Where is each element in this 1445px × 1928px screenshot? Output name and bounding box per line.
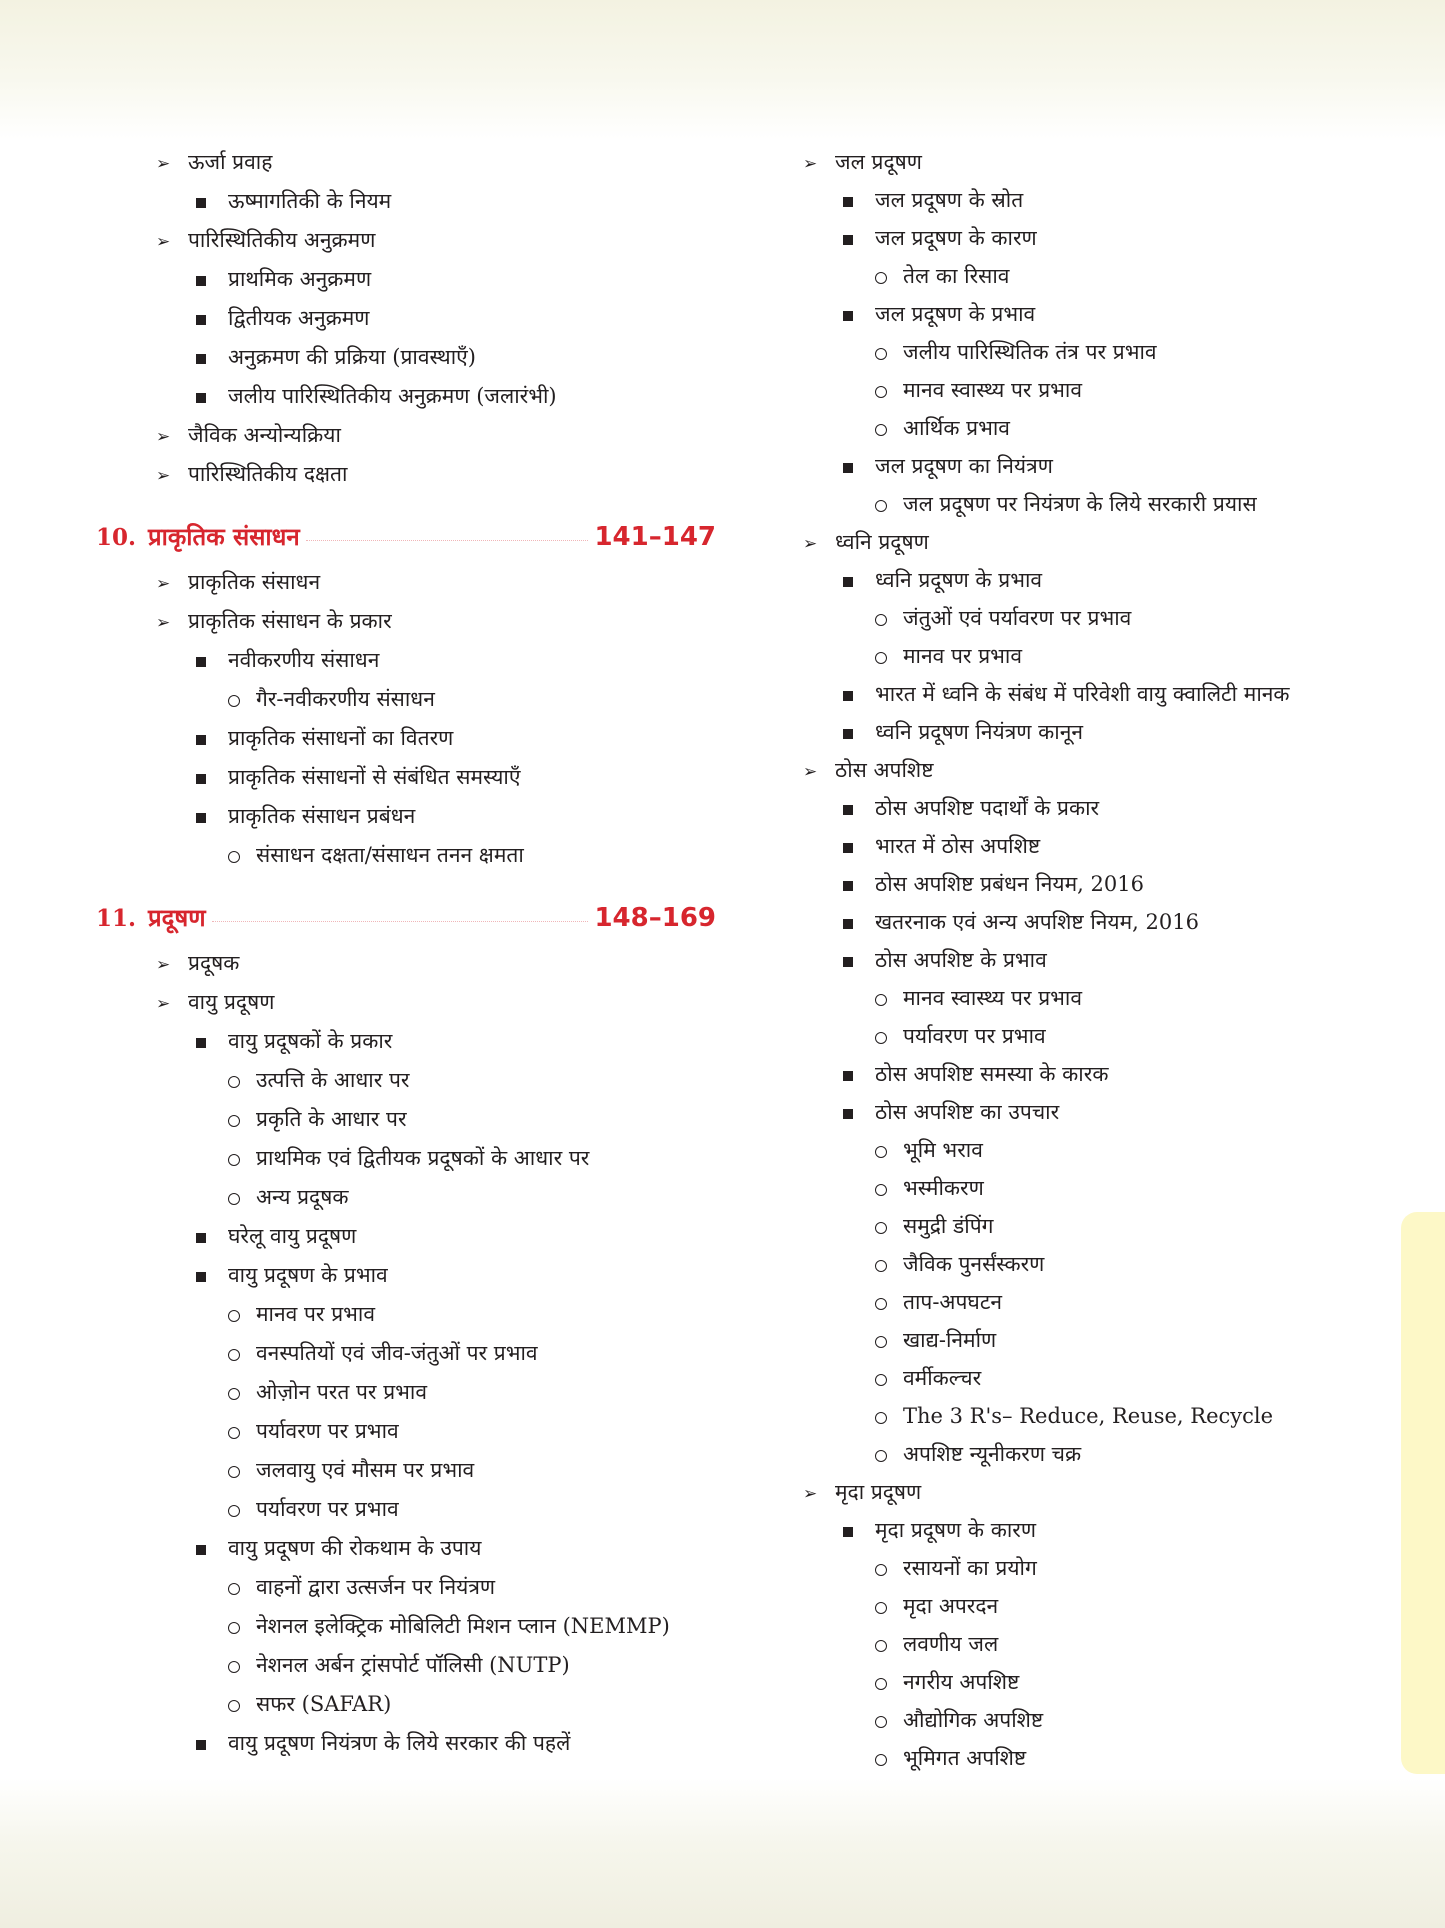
toc-entry-text: मानव पर प्रभाव: [256, 1302, 376, 1326]
right-column: [803, 150, 1383, 1784]
toc-entry-text: प्राकृतिक संसाधन: [188, 570, 321, 594]
circle-bullet-icon: [228, 1583, 240, 1595]
toc-entry[interactable]: [96, 1536, 716, 1575]
circle-bullet-icon: [875, 1602, 887, 1614]
toc-entry[interactable]: [803, 1062, 1383, 1100]
toc-entry[interactable]: [803, 302, 1383, 340]
toc-entry[interactable]: [96, 1653, 716, 1692]
toc-entry[interactable]: [803, 910, 1383, 948]
toc-entry-text: वाहनों द्वारा उत्सर्जन पर नियंत्रण: [256, 1575, 496, 1599]
toc-entry[interactable]: [803, 226, 1383, 264]
toc-entry[interactable]: [803, 416, 1383, 454]
toc-entry-text: पर्यावरण पर प्रभाव: [256, 1497, 399, 1521]
circle-bullet-icon: [875, 614, 887, 626]
toc-entry-text: अनुक्रमण की प्रक्रिया (प्रावस्थाएँ): [228, 345, 476, 369]
circle-bullet-icon: [875, 1412, 887, 1424]
toc-entry[interactable]: [96, 150, 716, 189]
toc-entry[interactable]: [96, 1224, 716, 1263]
arrow-bullet-icon: ➢: [156, 231, 171, 252]
square-bullet-icon: [196, 354, 206, 364]
toc-entry-text: औद्योगिक अपशिष्ट: [903, 1708, 1044, 1732]
toc-entry-text: अपशिष्ट न्यूनीकरण चक्र: [903, 1442, 1082, 1466]
toc-entry-text: उत्पत्ति के आधार पर: [256, 1068, 410, 1092]
toc-entry[interactable]: [96, 1029, 716, 1068]
toc-entry[interactable]: [96, 423, 716, 462]
toc-entry[interactable]: [803, 378, 1383, 416]
toc-entry[interactable]: [803, 986, 1383, 1024]
toc-entry-text: गैर-नवीकरणीय संसाधन: [256, 687, 435, 711]
toc-entry[interactable]: [96, 765, 716, 804]
circle-bullet-icon: [875, 1298, 887, 1310]
chapter-number: 10.: [96, 524, 137, 551]
toc-entry-text: द्वितीयक अनुक्रमण: [228, 306, 370, 330]
circle-bullet-icon: [228, 1349, 240, 1361]
toc-entry[interactable]: [803, 758, 1383, 796]
toc-entry-text: ध्वनि प्रदूषण नियंत्रण कानून: [875, 720, 1084, 744]
circle-bullet-icon: [875, 1374, 887, 1386]
toc-entry-text: वायु प्रदूषण की रोकथाम के उपाय: [228, 1536, 482, 1560]
toc-entry-text: सफर (SAFAR): [256, 1692, 392, 1716]
list-group-b: [96, 570, 716, 882]
toc-entry-text: प्राथमिक एवं द्वितीयक प्रदूषकों के आधार पर: [256, 1146, 590, 1170]
circle-bullet-icon: [875, 1564, 887, 1576]
circle-bullet-icon: [228, 1505, 240, 1517]
toc-entry[interactable]: [96, 687, 716, 726]
toc-entry-text: नेशनल अर्बन ट्रांसपोर्ट पॉलिसी (NUTP): [256, 1653, 570, 1677]
toc-entry-text: प्राथमिक अनुक्रमण: [228, 267, 372, 291]
toc-entry[interactable]: [803, 1100, 1383, 1138]
arrow-bullet-icon: ➢: [156, 993, 171, 1014]
toc-entry[interactable]: [96, 1263, 716, 1302]
circle-bullet-icon: [875, 1336, 887, 1348]
toc-entry[interactable]: [96, 1731, 716, 1770]
toc-entry[interactable]: [803, 834, 1383, 872]
toc-entry-text: ठोस अपशिष्ट पदार्थों के प्रकार: [875, 796, 1100, 820]
toc-entry-text: जल प्रदूषण का नियंत्रण: [875, 454, 1053, 478]
toc-entry-text: वर्मीकल्चर: [903, 1366, 982, 1390]
toc-entry[interactable]: [803, 1290, 1383, 1328]
square-bullet-icon: [843, 729, 853, 739]
square-bullet-icon: [843, 577, 853, 587]
square-bullet-icon: [196, 198, 206, 208]
toc-entry-text: जलीय पारिस्थितिक तंत्र पर प्रभाव: [903, 340, 1157, 364]
toc-entry-text: ठोस अपशिष्ट प्रबंधन नियम, 2016: [875, 872, 1144, 896]
chapter-heading-10[interactable]: [96, 520, 716, 558]
toc-entry-text: वायु प्रदूषण के प्रभाव: [228, 1263, 388, 1287]
toc-entry-text: प्राकृतिक संसाधन के प्रकार: [188, 609, 392, 633]
toc-entry-text: जल प्रदूषण: [835, 150, 922, 174]
chapter-title: प्राकृतिक संसाधन: [148, 522, 300, 551]
square-bullet-icon: [843, 463, 853, 473]
toc-entry[interactable]: [96, 1341, 716, 1380]
toc-entry-text: मृदा अपरदन: [903, 1594, 999, 1618]
toc-entry-text: भारत में ठोस अपशिष्ट: [875, 834, 1041, 858]
toc-entry[interactable]: [803, 606, 1383, 644]
toc-entry[interactable]: [96, 189, 716, 228]
toc-entry[interactable]: [803, 492, 1383, 530]
arrow-bullet-icon: ➢: [156, 426, 171, 447]
arrow-bullet-icon: ➢: [803, 761, 818, 782]
toc-entry-text: नवीकरणीय संसाधन: [228, 648, 380, 672]
toc-entry-text: वायु प्रदूषण नियंत्रण के लिये सरकार की पहलें: [228, 1731, 571, 1755]
toc-entry-text: जलीय पारिस्थितिकीय अनुक्रमण (जलारंभी): [228, 384, 557, 408]
toc-entry-text: पर्यावरण पर प्रभाव: [256, 1419, 399, 1443]
circle-bullet-icon: [875, 1032, 887, 1044]
circle-bullet-icon: [228, 1076, 240, 1088]
circle-bullet-icon: [875, 1678, 887, 1690]
arrow-bullet-icon: ➢: [156, 465, 171, 486]
toc-entry-text: ऊर्जा प्रवाह: [188, 150, 273, 174]
toc-entry[interactable]: [803, 644, 1383, 682]
square-bullet-icon: [843, 881, 853, 891]
toc-entry-text: जंतुओं एवं पर्यावरण पर प्रभाव: [903, 606, 1132, 630]
toc-entry[interactable]: [96, 1146, 716, 1185]
toc-entry[interactable]: [803, 872, 1383, 910]
square-bullet-icon: [843, 843, 853, 853]
circle-bullet-icon: [228, 1700, 240, 1712]
toc-entry[interactable]: [803, 796, 1383, 834]
circle-bullet-icon: [228, 1154, 240, 1166]
toc-entry[interactable]: [96, 1380, 716, 1419]
toc-entry[interactable]: [96, 228, 716, 267]
circle-bullet-icon: [228, 1193, 240, 1205]
toc-entry-text: खतरनाक एवं अन्य अपशिष्ट नियम, 2016: [875, 910, 1199, 934]
toc-entry-text: जलवायु एवं मौसम पर प्रभाव: [256, 1458, 475, 1482]
square-bullet-icon: [196, 1272, 206, 1282]
arrow-bullet-icon: ➢: [803, 1483, 818, 1504]
toc-entry-text: जैविक पुनर्संस्करण: [903, 1252, 1045, 1276]
toc-entry[interactable]: [803, 1328, 1383, 1366]
circle-bullet-icon: [875, 1716, 887, 1728]
chapter-number: 11.: [96, 905, 137, 932]
toc-entry[interactable]: [96, 345, 716, 384]
chapter-pages: 141–147: [594, 522, 716, 552]
toc-entry-text: वायु प्रदूषण: [188, 990, 275, 1014]
toc-entry-text: घरेलू वायु प्रदूषण: [228, 1224, 357, 1248]
toc-entry-text: जैविक अन्योन्यक्रिया: [188, 423, 341, 447]
circle-bullet-icon: [228, 1466, 240, 1478]
toc-entry[interactable]: [96, 1302, 716, 1341]
dot-leader: [306, 540, 589, 541]
toc-entry-text: ध्वनि प्रदूषण: [835, 530, 929, 554]
toc-entry-text: मानव पर प्रभाव: [903, 644, 1023, 668]
toc-entry[interactable]: [96, 1692, 716, 1731]
toc-entry-text: मानव स्वास्थ्य पर प्रभाव: [903, 378, 1083, 402]
toc-entry[interactable]: [803, 264, 1383, 302]
toc-entry[interactable]: [96, 384, 716, 423]
toc-entry[interactable]: [803, 530, 1383, 568]
toc-entry-text: ठोस अपशिष्ट के प्रभाव: [875, 948, 1047, 972]
circle-bullet-icon: [875, 1450, 887, 1462]
toc-entry-text: संसाधन दक्षता/संसाधन तनन क्षमता: [256, 843, 524, 867]
toc-entry[interactable]: [803, 188, 1383, 226]
chapter-pages: 148–169: [594, 903, 716, 933]
square-bullet-icon: [843, 1071, 853, 1081]
circle-bullet-icon: [875, 424, 887, 436]
circle-bullet-icon: [875, 500, 887, 512]
left-column: [96, 150, 716, 1770]
toc-entry[interactable]: [803, 1632, 1383, 1670]
toc-entry-text: ठोस अपशिष्ट समस्या के कारक: [875, 1062, 1109, 1086]
square-bullet-icon: [843, 311, 853, 321]
toc-entry-text: मानव स्वास्थ्य पर प्रभाव: [903, 986, 1083, 1010]
square-bullet-icon: [196, 276, 206, 286]
toc-entry[interactable]: [803, 1594, 1383, 1632]
circle-bullet-icon: [875, 1260, 887, 1272]
square-bullet-icon: [196, 1740, 206, 1750]
toc-entry-text: वायु प्रदूषकों के प्रकार: [228, 1029, 393, 1053]
circle-bullet-icon: [875, 994, 887, 1006]
toc-entry[interactable]: [803, 150, 1383, 188]
arrow-bullet-icon: ➢: [156, 612, 171, 633]
square-bullet-icon: [196, 657, 206, 667]
toc-entry-text: भूमि भराव: [903, 1138, 983, 1162]
dot-leader: [212, 921, 589, 922]
square-bullet-icon: [843, 919, 853, 929]
toc-entry[interactable]: [803, 568, 1383, 606]
circle-bullet-icon: [228, 1427, 240, 1439]
square-bullet-icon: [196, 1545, 206, 1555]
toc-entry-text: तेल का रिसाव: [903, 264, 1010, 288]
toc-entry[interactable]: [96, 267, 716, 306]
toc-entry[interactable]: [803, 1366, 1383, 1404]
circle-bullet-icon: [875, 1222, 887, 1234]
toc-entry-text: पारिस्थितिकीय दक्षता: [188, 462, 348, 486]
toc-entry[interactable]: [96, 609, 716, 648]
toc-entry[interactable]: [803, 1214, 1383, 1252]
toc-entry-text: खाद्य-निर्माण: [903, 1328, 997, 1352]
square-bullet-icon: [196, 774, 206, 784]
toc-entry-text: प्रदूषक: [188, 951, 240, 975]
circle-bullet-icon: [228, 1115, 240, 1127]
toc-entry[interactable]: [96, 843, 716, 882]
circle-bullet-icon: [875, 348, 887, 360]
circle-bullet-icon: [875, 652, 887, 664]
square-bullet-icon: [196, 1233, 206, 1243]
toc-entry-text: ध्वनि प्रदूषण के प्रभाव: [875, 568, 1043, 592]
toc-entry-text: प्राकृतिक संसाधनों से संबंधित समस्याएँ: [228, 765, 521, 789]
toc-entry[interactable]: [803, 1518, 1383, 1556]
toc-entry-text: समुद्री डंपिंग: [903, 1214, 994, 1238]
square-bullet-icon: [843, 197, 853, 207]
square-bullet-icon: [843, 957, 853, 967]
toc-entry[interactable]: [96, 990, 716, 1029]
square-bullet-icon: [843, 805, 853, 815]
toc-entry-text: अन्य प्रदूषक: [256, 1185, 349, 1209]
list-group-a: [96, 150, 716, 501]
circle-bullet-icon: [875, 1640, 887, 1652]
circle-bullet-icon: [228, 695, 240, 707]
toc-entry-text: आर्थिक प्रभाव: [903, 416, 1010, 440]
toc-entry[interactable]: [803, 720, 1383, 758]
toc-entry[interactable]: [96, 1575, 716, 1614]
toc-entry-text: प्रकृति के आधार पर: [256, 1107, 407, 1131]
toc-entry[interactable]: [803, 1252, 1383, 1290]
square-bullet-icon: [843, 691, 853, 701]
toc-entry-text: नेशनल इलेक्ट्रिक मोबिलिटी मिशन प्लान (NEMMP): [256, 1614, 670, 1638]
toc-entry[interactable]: [803, 1138, 1383, 1176]
toc-entry[interactable]: [96, 1185, 716, 1224]
toc-entry[interactable]: [96, 726, 716, 765]
toc-entry[interactable]: [96, 1068, 716, 1107]
toc-entry-text: ओज़ोन परत पर प्रभाव: [256, 1380, 428, 1404]
square-bullet-icon: [196, 735, 206, 745]
toc-entry-text: वनस्पतियों एवं जीव-जंतुओं पर प्रभाव: [256, 1341, 538, 1365]
toc-entry[interactable]: [803, 454, 1383, 492]
toc-entry-text: ठोस अपशिष्ट: [835, 758, 934, 782]
toc-entry[interactable]: [96, 804, 716, 843]
arrow-bullet-icon: ➢: [156, 153, 171, 174]
arrow-bullet-icon: ➢: [156, 954, 171, 975]
circle-bullet-icon: [228, 1661, 240, 1673]
circle-bullet-icon: [228, 1388, 240, 1400]
arrow-bullet-icon: ➢: [156, 573, 171, 594]
toc-entry[interactable]: [803, 1176, 1383, 1214]
toc-entry-text: मृदा प्रदूषण के कारण: [875, 1518, 1037, 1542]
toc-entry[interactable]: [96, 462, 716, 501]
toc-entry[interactable]: [96, 951, 716, 990]
toc-entry[interactable]: [803, 1708, 1383, 1746]
toc-entry[interactable]: [96, 1614, 716, 1653]
toc-entry-text: भस्मीकरण: [903, 1176, 984, 1200]
toc-entry[interactable]: [803, 1404, 1383, 1442]
toc-entry[interactable]: [803, 1480, 1383, 1518]
toc-entry-text: The 3 R's– Reduce, Reuse, Recycle: [903, 1404, 1274, 1428]
toc-entry-text: भूमिगत अपशिष्ट: [903, 1746, 1027, 1770]
toc-entry-text: पारिस्थितिकीय अनुक्रमण: [188, 228, 376, 252]
toc-entry-text: ताप-अपघटन: [903, 1290, 1003, 1314]
toc-entry[interactable]: [803, 340, 1383, 378]
toc-entry[interactable]: [96, 1458, 716, 1497]
circle-bullet-icon: [875, 1146, 887, 1158]
toc-entry[interactable]: [96, 306, 716, 345]
toc-entry-text: मृदा प्रदूषण: [835, 1480, 922, 1504]
toc-entry-text: जल प्रदूषण के कारण: [875, 226, 1037, 250]
chapter-heading-11[interactable]: [96, 901, 716, 939]
toc-entry[interactable]: [96, 1497, 716, 1536]
circle-bullet-icon: [228, 1622, 240, 1634]
arrow-bullet-icon: ➢: [803, 153, 818, 174]
toc-entry[interactable]: [96, 570, 716, 609]
list-group-c: [96, 951, 716, 1770]
square-bullet-icon: [196, 1038, 206, 1048]
top-band: [0, 0, 1445, 140]
toc-entry-text: ठोस अपशिष्ट का उपचार: [875, 1100, 1060, 1124]
toc-entry-text: जल प्रदूषण के प्रभाव: [875, 302, 1036, 326]
toc-entry[interactable]: [803, 1556, 1383, 1594]
square-bullet-icon: [843, 235, 853, 245]
toc-entry[interactable]: [96, 1419, 716, 1458]
toc-entry[interactable]: [803, 1442, 1383, 1480]
toc-entry[interactable]: [803, 1024, 1383, 1062]
square-bullet-icon: [196, 315, 206, 325]
square-bullet-icon: [196, 813, 206, 823]
toc-entry-text: जल प्रदूषण पर नियंत्रण के लिये सरकारी प्रयास: [903, 492, 1257, 516]
circle-bullet-icon: [228, 851, 240, 863]
toc-entry[interactable]: [803, 682, 1383, 720]
toc-entry-text: नगरीय अपशिष्ट: [903, 1670, 1020, 1694]
toc-entry[interactable]: [96, 1107, 716, 1146]
toc-entry[interactable]: [803, 1746, 1383, 1784]
bottom-band: [0, 1778, 1445, 1928]
toc-entry-text: पर्यावरण पर प्रभाव: [903, 1024, 1046, 1048]
toc-entry-text: प्राकृतिक संसाधनों का वितरण: [228, 726, 454, 750]
list-group-right: [803, 150, 1383, 1784]
toc-entry-text: भारत में ध्वनि के संबंध में परिवेशी वायु क्वालिटी मानक: [875, 682, 1290, 706]
square-bullet-icon: [843, 1109, 853, 1119]
circle-bullet-icon: [875, 386, 887, 398]
circle-bullet-icon: [875, 1754, 887, 1766]
toc-entry-text: जल प्रदूषण के स्रोत: [875, 188, 1024, 212]
toc-entry[interactable]: [803, 1670, 1383, 1708]
side-tab: [1401, 1212, 1445, 1774]
chapter-title: प्रदूषण: [148, 903, 206, 932]
toc-entry[interactable]: [96, 648, 716, 687]
toc-entry-text: प्राकृतिक संसाधन प्रबंधन: [228, 804, 416, 828]
circle-bullet-icon: [228, 1310, 240, 1322]
arrow-bullet-icon: ➢: [803, 533, 818, 554]
toc-entry-text: लवणीय जल: [903, 1632, 999, 1656]
square-bullet-icon: [196, 393, 206, 403]
circle-bullet-icon: [875, 1184, 887, 1196]
toc-entry[interactable]: [803, 948, 1383, 986]
toc-entry-text: रसायनों का प्रयोग: [903, 1556, 1037, 1580]
circle-bullet-icon: [875, 272, 887, 284]
toc-entry-text: ऊष्मागतिकी के नियम: [228, 189, 392, 213]
square-bullet-icon: [843, 1527, 853, 1537]
